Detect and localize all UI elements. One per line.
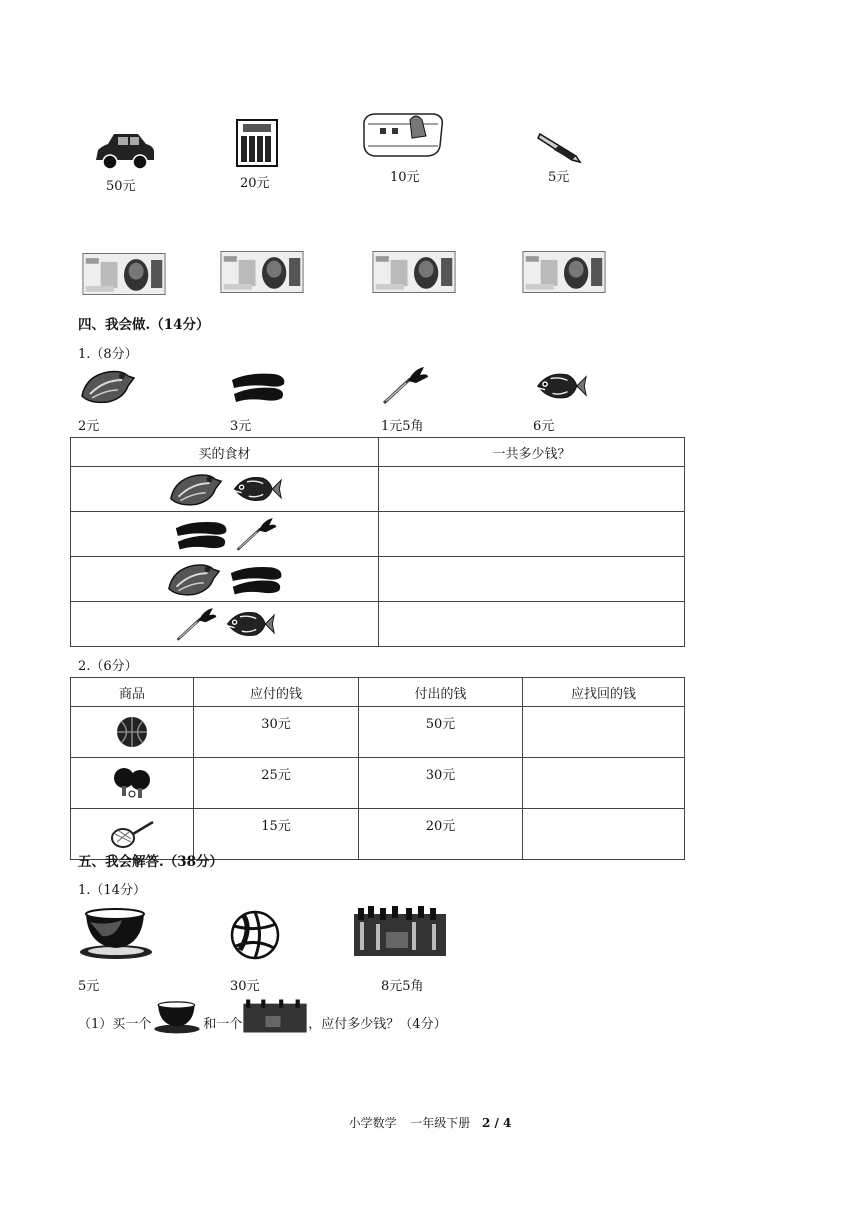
section4-q2-label: 2.（6分） xyxy=(78,659,138,674)
food-table-header-total: 一共多少钱？ xyxy=(379,438,685,467)
table-row xyxy=(71,758,685,809)
change-table-header-change: 应找回的钱 xyxy=(523,678,685,707)
item-pencil-holder xyxy=(352,906,448,958)
pork-icon xyxy=(167,469,225,509)
eggplant-icon xyxy=(227,559,285,599)
answer-cell[interactable] xyxy=(379,467,685,512)
price-fish: 6元 xyxy=(533,419,555,434)
paid-cell: 30元 xyxy=(359,758,523,809)
table-row xyxy=(71,602,685,647)
food-scallion xyxy=(380,364,430,406)
item-teacup xyxy=(78,906,154,960)
price-pencil-case: 10元 xyxy=(390,170,420,185)
answer-cell[interactable] xyxy=(379,512,685,557)
footer-page: 2 / 4 xyxy=(481,1116,512,1130)
banknote-icon xyxy=(220,250,304,294)
price-pencil-holder: 8元5角 xyxy=(381,979,424,994)
due-cell: 30元 xyxy=(194,707,359,758)
food-fish xyxy=(532,366,588,406)
paid-cell: 50元 xyxy=(359,707,523,758)
section5-heading: 五、我会解答.（38分） xyxy=(78,854,223,870)
answer-cell[interactable] xyxy=(379,557,685,602)
eggplant-icon xyxy=(228,366,288,406)
page-footer xyxy=(0,1114,860,1131)
footer-subject: 小学数学 xyxy=(348,1116,397,1130)
pork-icon xyxy=(165,559,223,599)
due-cell: 25元 xyxy=(194,758,359,809)
item-car xyxy=(92,130,158,172)
scallion-icon xyxy=(234,514,278,554)
question-1-suffix: ，应付多少钱？（4分） xyxy=(308,1017,447,1032)
answer-cell[interactable] xyxy=(523,809,685,860)
question-1-middle: 和一个 xyxy=(203,1017,243,1032)
change-table xyxy=(70,677,685,860)
item-volleyball xyxy=(230,910,280,960)
price-pen: 5元 xyxy=(548,170,570,185)
price-pork: 2元 xyxy=(78,419,100,434)
car-icon xyxy=(92,130,158,172)
banknote-20 xyxy=(82,252,166,296)
fish-icon xyxy=(532,366,588,406)
banknote-icon xyxy=(522,250,606,294)
banknote-icon xyxy=(372,250,456,294)
pork-icon xyxy=(78,366,138,406)
price-teacup: 5元 xyxy=(78,979,100,994)
answer-cell[interactable] xyxy=(523,758,685,809)
scallion-icon xyxy=(174,604,218,644)
paid-cell: 20元 xyxy=(359,809,523,860)
food-table xyxy=(70,437,685,647)
badminton-racket-icon xyxy=(109,818,155,850)
banknote-icon xyxy=(82,252,166,296)
price-car: 50元 xyxy=(106,179,136,194)
banknote-50 xyxy=(220,250,304,294)
table-row xyxy=(71,467,685,512)
fish-icon xyxy=(222,605,276,643)
table-row xyxy=(71,512,685,557)
table-row xyxy=(71,707,685,758)
due-cell: 15元 xyxy=(194,809,359,860)
item-pen xyxy=(536,128,584,164)
eggplant-icon xyxy=(172,514,230,554)
answer-cell[interactable] xyxy=(523,707,685,758)
ping-pong-paddles-icon xyxy=(112,766,152,800)
teacup-icon xyxy=(78,906,154,960)
price-eggplant: 3元 xyxy=(230,419,252,434)
price-volleyball: 30元 xyxy=(230,979,260,994)
section4-q1-label: 1.（8分） xyxy=(78,347,138,362)
food-pork xyxy=(78,366,138,406)
pencil-case-icon xyxy=(360,110,446,160)
item-calculator xyxy=(235,118,279,168)
volleyball-icon xyxy=(230,910,280,960)
calculator-icon xyxy=(235,118,279,168)
pencil-holder-icon xyxy=(242,998,308,1034)
section4-heading: 四、我会做.（14分） xyxy=(78,317,210,333)
food-table-header-items: 买的食材 xyxy=(71,438,379,467)
table-row xyxy=(71,557,685,602)
footer-grade: 一年级下册 xyxy=(410,1116,471,1130)
question-1-prefix: （1）买一个 xyxy=(78,1017,152,1032)
fish-icon xyxy=(229,470,283,508)
scallion-icon xyxy=(380,364,430,406)
question-1-line xyxy=(78,1000,447,1034)
item-pencil-case xyxy=(360,110,446,160)
price-calculator: 20元 xyxy=(240,176,270,191)
basketball-icon xyxy=(115,715,149,749)
answer-cell[interactable] xyxy=(379,602,685,647)
banknote-10 xyxy=(522,250,606,294)
change-table-header-due: 应付的钱 xyxy=(194,678,359,707)
section5-q1-label: 1.（14分） xyxy=(78,883,146,898)
banknote-5 xyxy=(372,250,456,294)
pencil-holder-icon xyxy=(352,906,448,958)
change-table-header-item: 商品 xyxy=(71,678,194,707)
food-eggplant xyxy=(228,366,288,406)
change-table-header-paid: 付出的钱 xyxy=(359,678,523,707)
pen-icon xyxy=(536,128,584,164)
price-scallion: 1元5角 xyxy=(381,419,424,434)
teacup-icon xyxy=(151,1000,203,1034)
